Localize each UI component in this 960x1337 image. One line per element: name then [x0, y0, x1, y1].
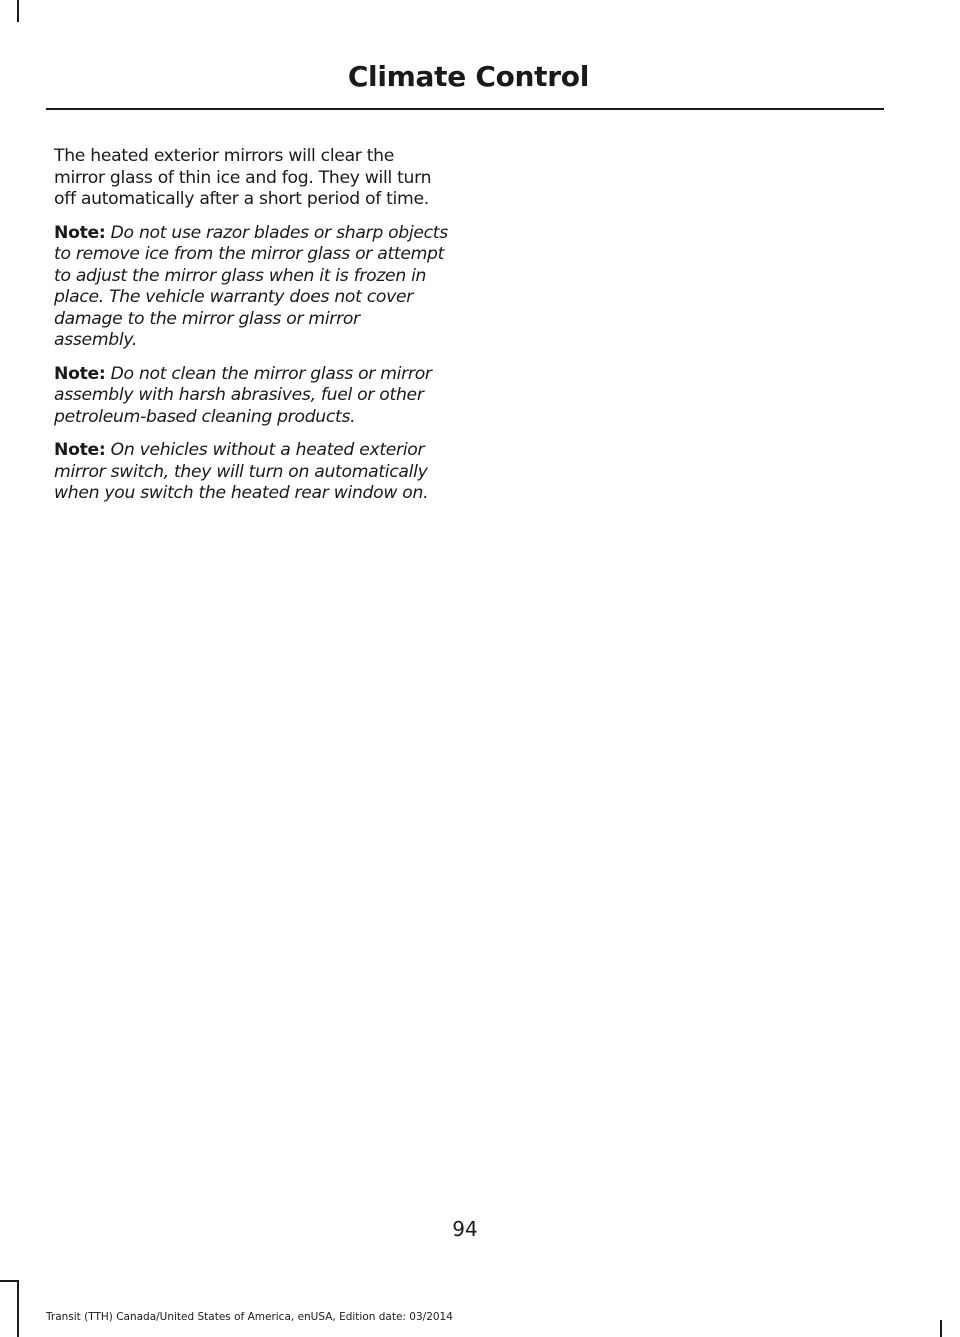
crop-mark-bottom-left-vertical [17, 1280, 19, 1337]
note-paragraph [54, 364, 448, 429]
edition-footer: Transit (TTH) Canada/United States of America, enUSA, Edition date: 03/2014 [46, 1311, 453, 1323]
note-paragraph [54, 440, 448, 505]
note-text: On vehicles without a heated exterior mirror switch, they will turn on automatically when you switch the heated rear window on. [54, 440, 429, 503]
crop-mark-top-left [17, 0, 19, 22]
crop-mark-bottom-right [940, 1320, 942, 1337]
note-paragraph [54, 223, 448, 352]
note-text: Do not use razor blades or sharp objects to remove ice from the mirror glass or attempt to adjust the mirror glass when it is frozen in place. The vehicle warranty does not cover damage to the mirror glass or mirror assembly. [54, 222, 448, 350]
note-label: Note: [54, 222, 106, 243]
note-label: Note: [54, 440, 106, 460]
page-number: 94 [452, 1217, 478, 1241]
crop-mark-bottom-left-horizontal [0, 1280, 19, 1282]
note-text: Do not clean the mirror glass or mirror assembly with harsh abrasives, fuel or other petroleum-based cleaning products. [54, 363, 432, 427]
body-paragraph: The heated exterior mirrors will clear the mirror glass of thin ice and fog. They will turn off automatically after a short period of time. [54, 146, 432, 209]
section-title: Climate Control [347, 60, 589, 93]
main-content [54, 146, 448, 517]
page-header [46, 56, 884, 110]
note-label: Note: [54, 363, 106, 384]
